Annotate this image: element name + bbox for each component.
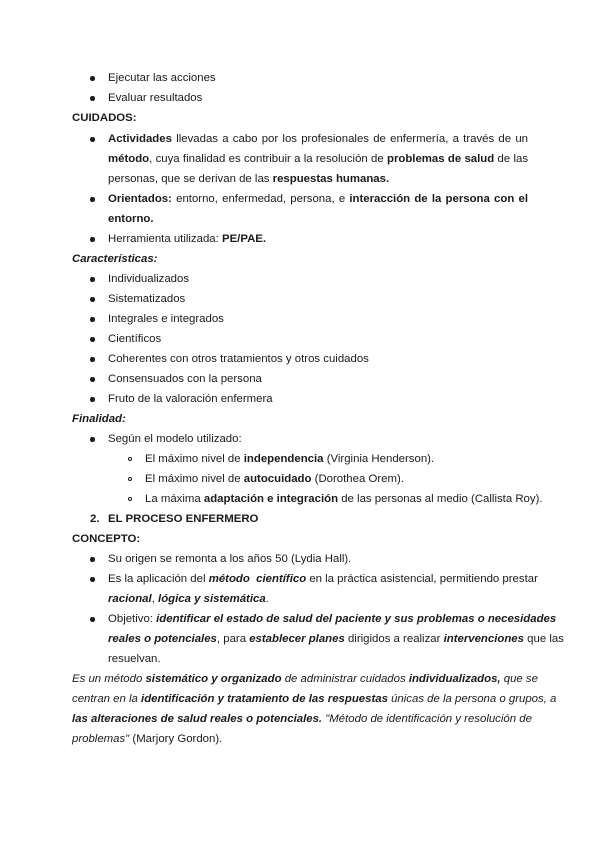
paragraph-line: problemas" (Marjory Gordon). bbox=[72, 733, 223, 745]
section-title: EL PROCESO ENFERMERO bbox=[108, 513, 259, 525]
sub-bullet bbox=[128, 477, 132, 481]
list-item-line: reales o potenciales, para establecer planes dirigidos a realizar intervenciones que las bbox=[108, 633, 564, 645]
sub-bullet bbox=[128, 457, 132, 461]
paragraph-line: Es un método sistemático y organizado de administrar cuidados individualizados, que se bbox=[72, 673, 538, 685]
bullet bbox=[90, 297, 95, 302]
bullet bbox=[90, 76, 95, 81]
list-item: Consensuados con la persona bbox=[108, 373, 262, 385]
bullet bbox=[90, 137, 95, 142]
sub-list-item: La máxima adaptación e integración de las personas al medio (Callista Roy). bbox=[145, 493, 543, 505]
list-item-line: Objetivo: identificar el estado de salud del paciente y sus problemas o necesidades bbox=[108, 613, 557, 625]
list-item-line: Es la aplicación del método científico en la práctica asistencial, permitiendo prestar bbox=[108, 573, 538, 585]
bullet bbox=[90, 237, 95, 242]
bullet bbox=[90, 377, 95, 382]
list-item: Científicos bbox=[108, 333, 162, 345]
paragraph-line: centran en la identificación y tratamiento de las respuestas únicas de la persona o grupos, a bbox=[72, 693, 557, 705]
list-item: Sistematizados bbox=[108, 293, 186, 305]
sub-list-item: El máximo nivel de autocuidado (Dorothea Orem). bbox=[145, 473, 404, 485]
list-item: Ejecutar las acciones bbox=[108, 72, 216, 84]
list-item-line: Orientados: entorno, enfermedad, persona, e interacción de la persona con el bbox=[108, 193, 528, 205]
list-item-line: Actividades llevadas a cabo por los profesionales de enfermería, a través de un bbox=[108, 133, 528, 145]
cuidados-heading: CUIDADOS: bbox=[72, 112, 137, 124]
bullet bbox=[90, 357, 95, 362]
caracteristicas-heading: Características: bbox=[72, 253, 158, 265]
bullet bbox=[90, 397, 95, 402]
sub-bullet bbox=[128, 497, 132, 501]
list-item: Evaluar resultados bbox=[108, 92, 203, 104]
list-item-line: racional, lógica y sistemática. bbox=[108, 593, 269, 605]
bullet bbox=[90, 617, 95, 622]
list-item: Integrales e integrados bbox=[108, 313, 224, 325]
list-item: Individualizados bbox=[108, 273, 190, 285]
bullet bbox=[90, 197, 95, 202]
list-item: Herramienta utilizada: PE/PAE. bbox=[108, 233, 267, 245]
finalidad-heading: Finalidad: bbox=[72, 413, 126, 425]
paragraph-line: las alteraciones de salud reales o potenciales. "Método de identificación y resolución de bbox=[72, 713, 532, 725]
section-number: 2. bbox=[90, 513, 100, 525]
concepto-heading: CONCEPTO: bbox=[72, 533, 141, 545]
bullet bbox=[90, 577, 95, 582]
sub-list-item: El máximo nivel de independencia (Virginia Henderson). bbox=[145, 453, 435, 465]
bullet bbox=[90, 96, 95, 101]
list-item: Fruto de la valoración enfermera bbox=[108, 393, 273, 405]
list-item: Según el modelo utilizado: bbox=[108, 433, 242, 445]
list-item-line: entorno. bbox=[108, 213, 154, 225]
bullet bbox=[90, 277, 95, 282]
list-item-line: método, cuya finalidad es contribuir a la resolución de problemas de salud de las bbox=[108, 153, 529, 165]
list-item-line: resuelvan. bbox=[108, 653, 161, 665]
list-item-line: personas, que se derivan de las respuestas humanas. bbox=[108, 173, 390, 185]
list-item: Su origen se remonta a los años 50 (Lydia Hall). bbox=[108, 553, 352, 565]
bullet bbox=[90, 437, 95, 442]
bullet bbox=[90, 337, 95, 342]
bullet bbox=[90, 317, 95, 322]
bullet bbox=[90, 557, 95, 562]
list-item: Coherentes con otros tratamientos y otros cuidados bbox=[108, 353, 369, 365]
